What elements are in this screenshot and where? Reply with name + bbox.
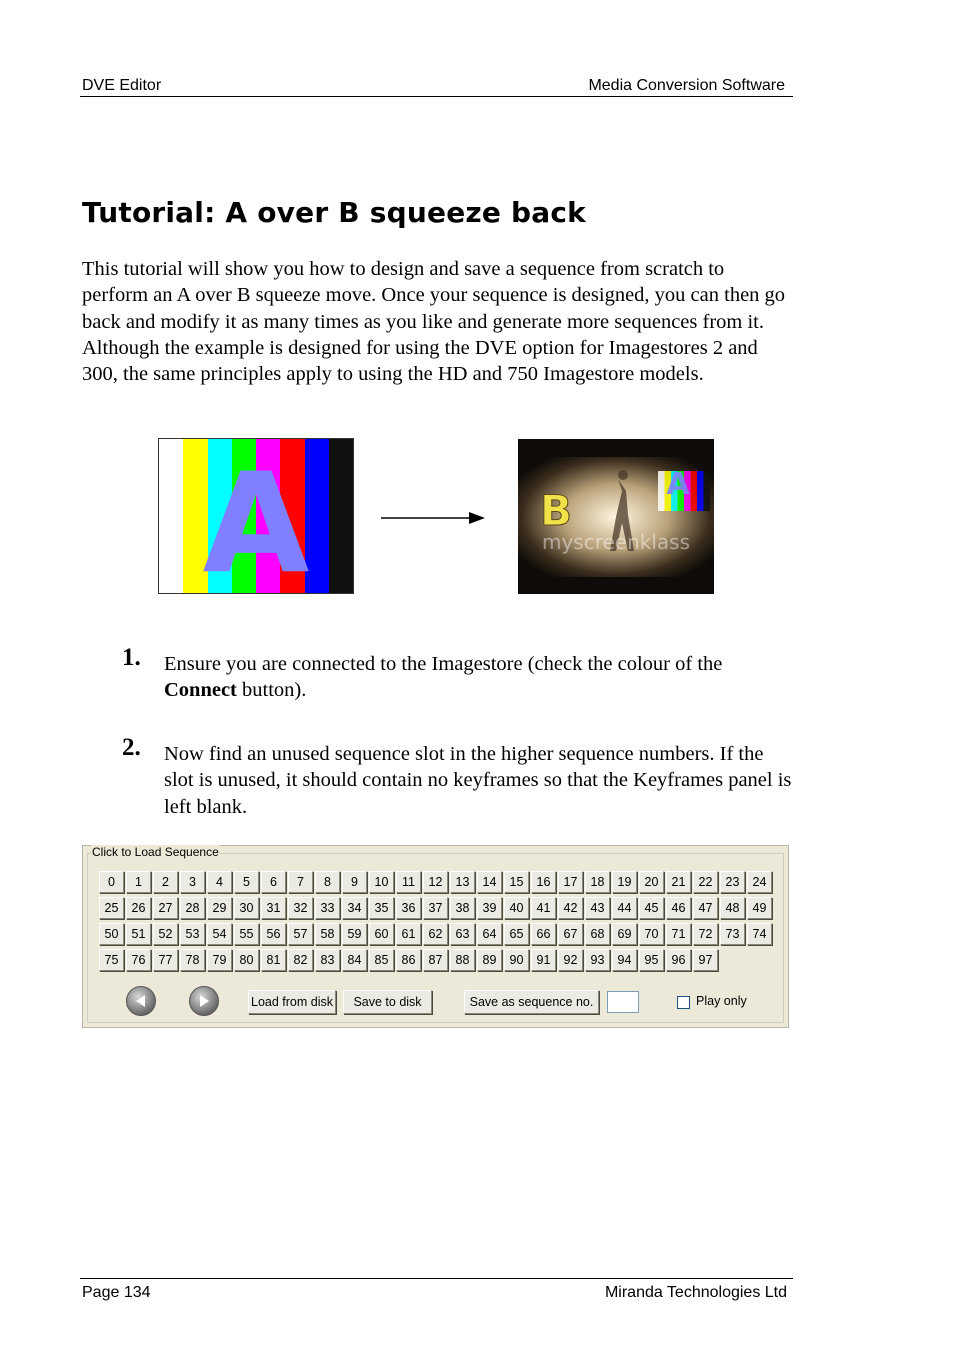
sequence-button-93[interactable]: 93 xyxy=(585,949,610,971)
sequence-button-35[interactable]: 35 xyxy=(369,897,394,919)
sequence-button-76[interactable]: 76 xyxy=(126,949,151,971)
load-sequence-panel xyxy=(82,845,789,1028)
sequence-button-84[interactable]: 84 xyxy=(342,949,367,971)
sequence-button-11[interactable]: 11 xyxy=(396,871,421,893)
sequence-button-54[interactable]: 54 xyxy=(207,923,232,945)
sequence-button-32[interactable]: 32 xyxy=(288,897,313,919)
sequence-button-43[interactable]: 43 xyxy=(585,897,610,919)
arrow-right-icon xyxy=(190,987,218,1015)
sequence-button-94[interactable]: 94 xyxy=(612,949,637,971)
sequence-button-17[interactable]: 17 xyxy=(558,871,583,893)
previous-button[interactable] xyxy=(126,986,156,1016)
sequence-number-input[interactable] xyxy=(607,991,639,1013)
sequence-button-48[interactable]: 48 xyxy=(720,897,745,919)
sequence-button-88[interactable]: 88 xyxy=(450,949,475,971)
sequence-button-6[interactable]: 6 xyxy=(261,871,286,893)
sequence-button-28[interactable]: 28 xyxy=(180,897,205,919)
sequence-button-45[interactable]: 45 xyxy=(639,897,664,919)
inset-color-bar xyxy=(697,471,704,511)
sequence-button-38[interactable]: 38 xyxy=(450,897,475,919)
sequence-button-16[interactable]: 16 xyxy=(531,871,556,893)
sequence-button-79[interactable]: 79 xyxy=(207,949,232,971)
sequence-button-33[interactable]: 33 xyxy=(315,897,340,919)
sequence-button-36[interactable]: 36 xyxy=(396,897,421,919)
sequence-button-27[interactable]: 27 xyxy=(153,897,178,919)
step-number: 2. xyxy=(122,734,141,761)
sequence-button-18[interactable]: 18 xyxy=(585,871,610,893)
sequence-button-61[interactable]: 61 xyxy=(396,923,421,945)
header-right: Media Conversion Software xyxy=(588,77,785,94)
sequence-button-56[interactable]: 56 xyxy=(261,923,286,945)
sequence-button-3[interactable]: 3 xyxy=(180,871,205,893)
play-only-checkbox[interactable] xyxy=(677,996,690,1009)
sequence-button-86[interactable]: 86 xyxy=(396,949,421,971)
sequence-button-73[interactable]: 73 xyxy=(720,923,745,945)
sequence-button-46[interactable]: 46 xyxy=(666,897,691,919)
sequence-button-97[interactable]: 97 xyxy=(693,949,718,971)
sequence-button-26[interactable]: 26 xyxy=(126,897,151,919)
sequence-button-71[interactable]: 71 xyxy=(666,923,691,945)
sequence-button-74[interactable]: 74 xyxy=(747,923,772,945)
arrow-icon xyxy=(381,510,485,526)
inset-color-bar xyxy=(658,471,665,511)
sequence-button-39[interactable]: 39 xyxy=(477,897,502,919)
step-number: 1. xyxy=(122,644,141,671)
color-bars-image xyxy=(158,438,354,594)
sequence-button-25[interactable]: 25 xyxy=(99,897,124,919)
sequence-button-37[interactable]: 37 xyxy=(423,897,448,919)
sequence-button-60[interactable]: 60 xyxy=(369,923,394,945)
sequence-button-21[interactable]: 21 xyxy=(666,871,691,893)
sequence-button-53[interactable]: 53 xyxy=(180,923,205,945)
sequence-button-82[interactable]: 82 xyxy=(288,949,313,971)
sequence-button-15[interactable]: 15 xyxy=(504,871,529,893)
sequence-button-0[interactable]: 0 xyxy=(99,871,124,893)
letter-a-graphic xyxy=(159,439,353,593)
sequence-button-41[interactable]: 41 xyxy=(531,897,556,919)
page-footer xyxy=(80,1278,793,1301)
sequence-button-72[interactable]: 72 xyxy=(693,923,718,945)
sequence-button-63[interactable]: 63 xyxy=(450,923,475,945)
sequence-button-95[interactable]: 95 xyxy=(639,949,664,971)
sequence-button-59[interactable]: 59 xyxy=(342,923,367,945)
sequence-button-44[interactable]: 44 xyxy=(612,897,637,919)
sequence-button-69[interactable]: 69 xyxy=(612,923,637,945)
sequence-button-4[interactable]: 4 xyxy=(207,871,232,893)
inset-color-bar xyxy=(704,471,711,511)
sequence-button-75[interactable]: 75 xyxy=(99,949,124,971)
sequence-button-9[interactable]: 9 xyxy=(342,871,367,893)
sequence-button-49[interactable]: 49 xyxy=(747,897,772,919)
sequence-button-70[interactable]: 70 xyxy=(639,923,664,945)
panel-legend: Click to Load Sequence xyxy=(92,845,219,859)
letter-a: A xyxy=(202,443,310,593)
next-button[interactable] xyxy=(189,986,219,1016)
sequence-button-42[interactable]: 42 xyxy=(558,897,583,919)
sequence-button-87[interactable]: 87 xyxy=(423,949,448,971)
sequence-button-96[interactable]: 96 xyxy=(666,949,691,971)
sequence-button-91[interactable]: 91 xyxy=(531,949,556,971)
sequence-button-66[interactable]: 66 xyxy=(531,923,556,945)
sequence-button-5[interactable]: 5 xyxy=(234,871,259,893)
sequence-button-77[interactable]: 77 xyxy=(153,949,178,971)
sequence-button-65[interactable]: 65 xyxy=(504,923,529,945)
sequence-button-78[interactable]: 78 xyxy=(180,949,205,971)
sequence-button-47[interactable]: 47 xyxy=(693,897,718,919)
load-from-disk-button[interactable]: Load from disk xyxy=(248,990,336,1014)
sequence-button-10[interactable]: 10 xyxy=(369,871,394,893)
page-number: Page 134 xyxy=(82,1284,151,1301)
sequence-button-85[interactable]: 85 xyxy=(369,949,394,971)
sequence-button-34[interactable]: 34 xyxy=(342,897,367,919)
sequence-button-90[interactable]: 90 xyxy=(504,949,529,971)
sequence-button-92[interactable]: 92 xyxy=(558,949,583,971)
sequence-button-19[interactable]: 19 xyxy=(612,871,637,893)
sequence-button-52[interactable]: 52 xyxy=(153,923,178,945)
sequence-button-2[interactable]: 2 xyxy=(153,871,178,893)
play-only-label: Play only xyxy=(696,994,747,1008)
inset-letter-a: A xyxy=(666,467,690,502)
save-to-disk-button[interactable]: Save to disk xyxy=(343,990,432,1014)
letter-b: B xyxy=(539,486,573,535)
sequence-button-30[interactable]: 30 xyxy=(234,897,259,919)
sequence-button-50[interactable]: 50 xyxy=(99,923,124,945)
squeeze-result-image xyxy=(518,439,714,594)
sequence-button-29[interactable]: 29 xyxy=(207,897,232,919)
inset-color-bar xyxy=(691,471,698,511)
sequence-button-12[interactable]: 12 xyxy=(423,871,448,893)
header-left: DVE Editor xyxy=(82,77,162,94)
sequence-button-62[interactable]: 62 xyxy=(423,923,448,945)
intro-paragraph: This tutorial will show you how to design and save a sequence from scratch to perform an A over B squeeze move. Once your sequence is designed, you can then go back and modify it as many times as you like and generate more sequences from it. Although the example is designed for using the DVE option for Imagestores 2 and 300, the same principles apply to using the HD and 750 Imagestore models. xyxy=(82,258,786,386)
sequence-button-7[interactable]: 7 xyxy=(288,871,313,893)
sequence-button-57[interactable]: 57 xyxy=(288,923,313,945)
sequence-button-67[interactable]: 67 xyxy=(558,923,583,945)
page-title: Tutorial: A over B squeeze back xyxy=(82,196,586,229)
sequence-button-68[interactable]: 68 xyxy=(585,923,610,945)
page-header xyxy=(80,76,793,97)
sequence-button-8[interactable]: 8 xyxy=(315,871,340,893)
save-as-sequence-button[interactable]: Save as sequence no. xyxy=(464,990,599,1014)
step-text: Ensure you are connected to the Imagestore (check the colour of the Connect button). xyxy=(164,653,723,702)
footer-company: Miranda Technologies Ltd xyxy=(604,1284,787,1301)
sequence-button-83[interactable]: 83 xyxy=(315,949,340,971)
sequence-button-1[interactable]: 1 xyxy=(126,871,151,893)
sequence-button-64[interactable]: 64 xyxy=(477,923,502,945)
sequence-button-80[interactable]: 80 xyxy=(234,949,259,971)
sequence-button-31[interactable]: 31 xyxy=(261,897,286,919)
sequence-button-22[interactable]: 22 xyxy=(693,871,718,893)
sequence-button-51[interactable]: 51 xyxy=(126,923,151,945)
sequence-button-40[interactable]: 40 xyxy=(504,897,529,919)
sequence-button-89[interactable]: 89 xyxy=(477,949,502,971)
watermark-text: myscreenklass xyxy=(541,530,691,554)
step-text: Now find an unused sequence slot in the higher sequence numbers. If the slot is unused, it should contain no keyframes so that the Keyframes panel is left blank. xyxy=(164,743,792,818)
sequence-button-23[interactable]: 23 xyxy=(720,871,745,893)
sequence-button-81[interactable]: 81 xyxy=(261,949,286,971)
sequence-button-14[interactable]: 14 xyxy=(477,871,502,893)
sequence-button-58[interactable]: 58 xyxy=(315,923,340,945)
sequence-button-55[interactable]: 55 xyxy=(234,923,259,945)
sequence-button-13[interactable]: 13 xyxy=(450,871,475,893)
sequence-button-20[interactable]: 20 xyxy=(639,871,664,893)
sequence-button-24[interactable]: 24 xyxy=(747,871,772,893)
arrow-left-icon xyxy=(127,987,155,1015)
